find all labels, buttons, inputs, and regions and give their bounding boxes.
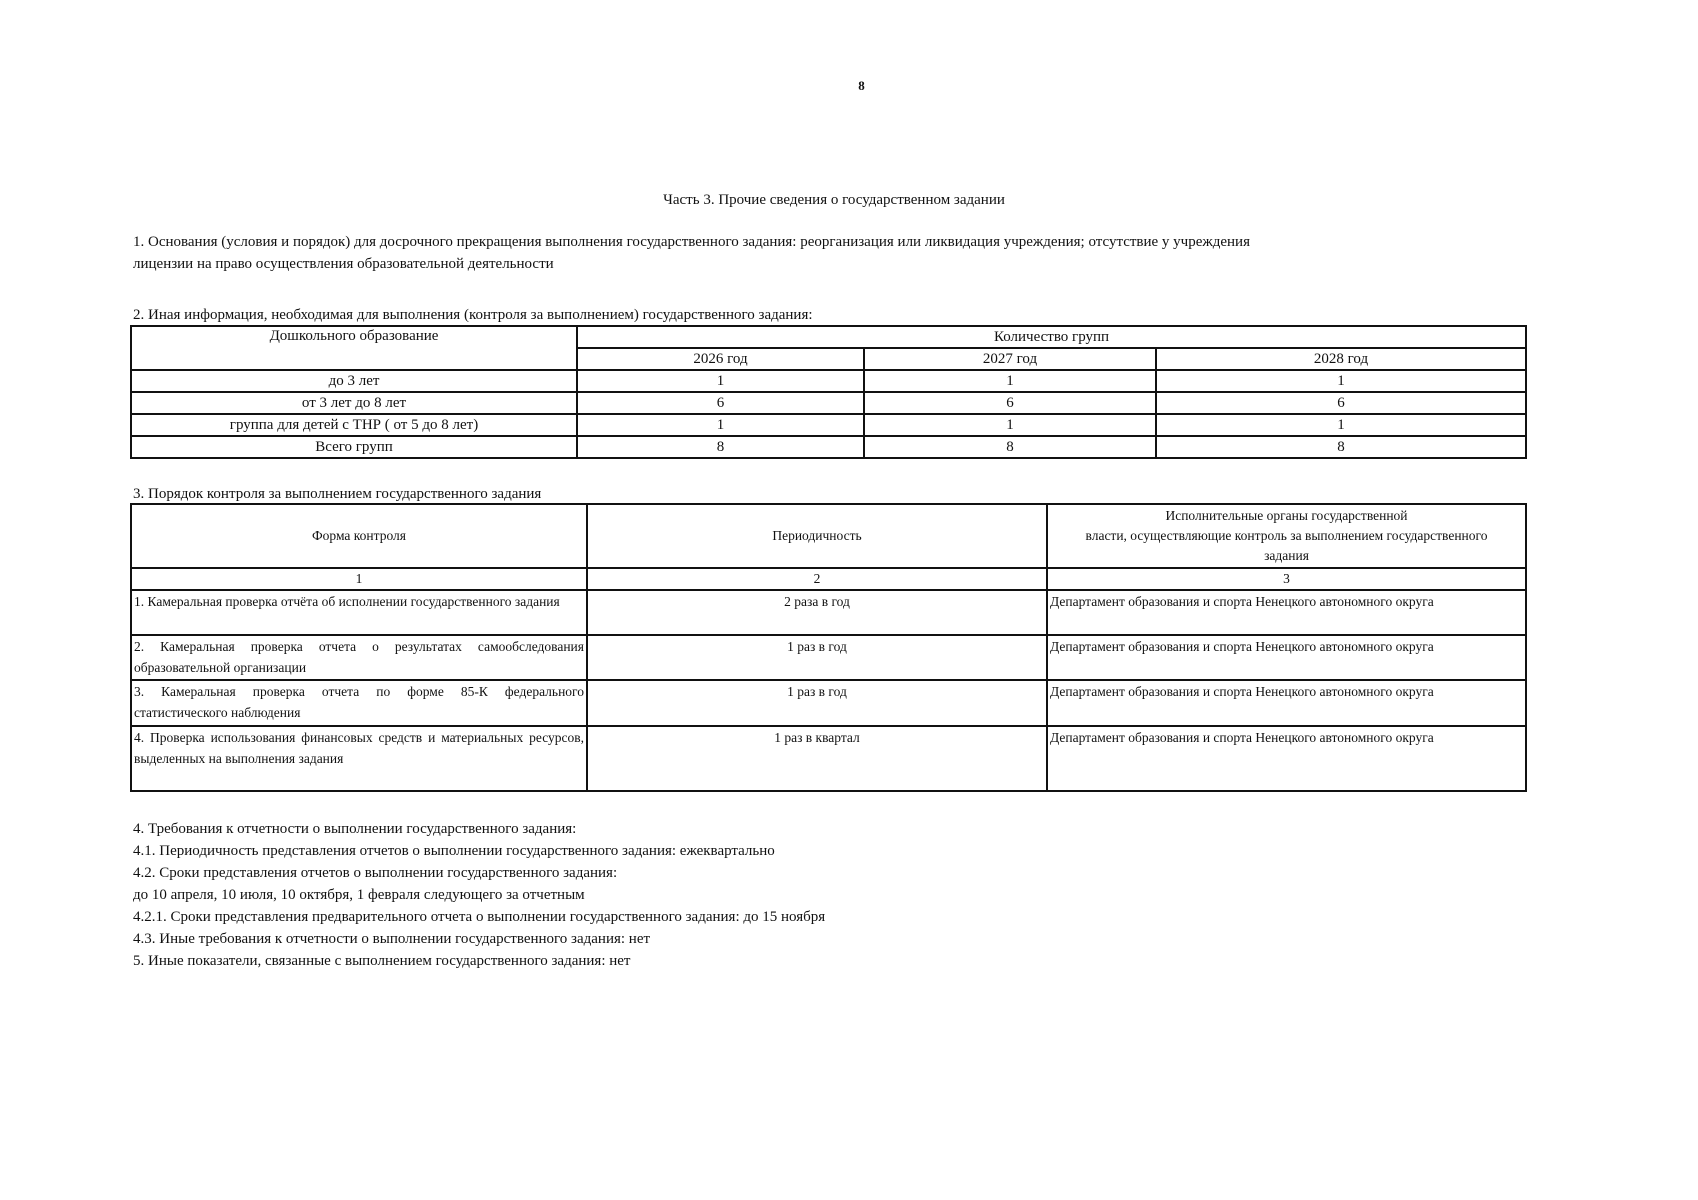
group-count: 1 (864, 414, 1156, 436)
column-number: 1 (131, 568, 587, 590)
group-count: 8 (864, 436, 1156, 458)
requirement-line: 4. Требования к отчетности о выполнении государственного задания: (133, 821, 577, 837)
group-count: 8 (1156, 436, 1526, 458)
groups-table (130, 325, 1527, 459)
control-form: 3. Камеральная проверка отчета по форме 85-К федерального статистического наблюдения (131, 680, 587, 726)
year-header: 2026 год (577, 348, 864, 370)
requirement-line: до 10 апреля, 10 июля, 10 октября, 1 февраля следующего за отчетным (133, 887, 585, 903)
group-count: 6 (864, 392, 1156, 414)
table-row (131, 726, 1526, 791)
org-header-line: Исполнительные органы государственной (1165, 508, 1408, 523)
control-table (130, 503, 1527, 792)
education-header: Дошкольного образование (131, 326, 577, 370)
control-period: 1 раз в год (587, 680, 1047, 726)
section1-line2: лицензии на право осуществления образовательной деятельности (133, 256, 554, 272)
page-number: 8 (858, 78, 865, 93)
requirement-line: 4.1. Периодичность представления отчетов о выполнении государственного задания: ежеквартально (133, 843, 775, 859)
requirement-line: 4.2.1. Сроки представления предварительного отчета о выполнении государственного задания: до 15 ноября (133, 909, 826, 925)
group-count: 1 (1156, 370, 1526, 392)
group-count: 1 (577, 370, 864, 392)
group-count: 6 (577, 392, 864, 414)
year-header: 2027 год (864, 348, 1156, 370)
requirement-line: 4.3. Иные требования к отчетности о выполнении государственного задания: нет (133, 931, 651, 947)
control-org: Департамент образования и спорта Ненецкого автономного округа (1047, 726, 1526, 791)
control-period: 1 раз в квартал (587, 726, 1047, 791)
section3-heading: 3. Порядок контроля за выполнением государственного задания (133, 486, 542, 502)
control-header-row (131, 504, 1526, 568)
table-row (131, 680, 1526, 726)
year-header: 2028 год (1156, 348, 1526, 370)
control-org: Департамент образования и спорта Ненецкого автономного округа (1047, 635, 1526, 680)
group-count: 1 (864, 370, 1156, 392)
group-count: 1 (1156, 414, 1526, 436)
groups-count-header: Количество групп (577, 326, 1526, 348)
group-count: 8 (577, 436, 864, 458)
column-number-row (131, 568, 1526, 590)
table-row (131, 590, 1526, 635)
requirement-line: 4.2. Сроки представления отчетов о выполнении государственного задания: (133, 865, 618, 881)
age-group-label: до 3 лет (131, 370, 577, 392)
section2-heading: 2. Иная информация, необходимая для выполнения (контроля за выполнением) государственного задания: (133, 307, 813, 323)
groups-header-row (131, 326, 1526, 348)
control-form: 2. Камеральная проверка отчета о результатах самообследования образовательной организации (131, 635, 587, 680)
requirement-line: 5. Иные показатели, связанные с выполнением государственного задания: нет (133, 953, 631, 969)
period-header: Периодичность (587, 504, 1047, 568)
column-number: 2 (587, 568, 1047, 590)
control-period: 2 раза в год (587, 590, 1047, 635)
table-row (131, 414, 1526, 436)
org-header (1047, 504, 1526, 568)
org-header-line: власти, осуществляющие контроль за выполнением государственного (1085, 528, 1488, 543)
control-form: 4. Проверка использования финансовых средств и материальных ресурсов, выделенных на выполнения задания (131, 726, 587, 791)
total-label: Всего групп (131, 436, 577, 458)
control-period: 1 раз в год (587, 635, 1047, 680)
column-number: 3 (1047, 568, 1526, 590)
group-count: 6 (1156, 392, 1526, 414)
org-header-line: задания (1264, 548, 1309, 563)
control-org: Департамент образования и спорта Ненецкого автономного округа (1047, 680, 1526, 726)
section1-line1: 1. Основания (условия и порядок) для досрочного прекращения выполнения государственного задания: реорганизация или ликвидация учреждения; отсутствие у учреждения (133, 234, 1250, 250)
table-row (131, 370, 1526, 392)
table-row (131, 635, 1526, 680)
table-row (131, 392, 1526, 414)
total-row (131, 436, 1526, 458)
group-count: 1 (577, 414, 864, 436)
section1-grounds (133, 231, 1533, 275)
age-group-label: от 3 лет до 8 лет (131, 392, 577, 414)
age-group-label: группа для детей с ТНР ( от 5 до 8 лет) (131, 414, 577, 436)
part-title: Часть 3. Прочие сведения о государственном задании (663, 192, 1005, 208)
reporting-requirements (133, 818, 825, 972)
form-header: Форма контроля (131, 504, 587, 568)
control-form: 1. Камеральная проверка отчёта об исполнении государственного задания (131, 590, 587, 635)
control-org: Департамент образования и спорта Ненецкого автономного округа (1047, 590, 1526, 635)
